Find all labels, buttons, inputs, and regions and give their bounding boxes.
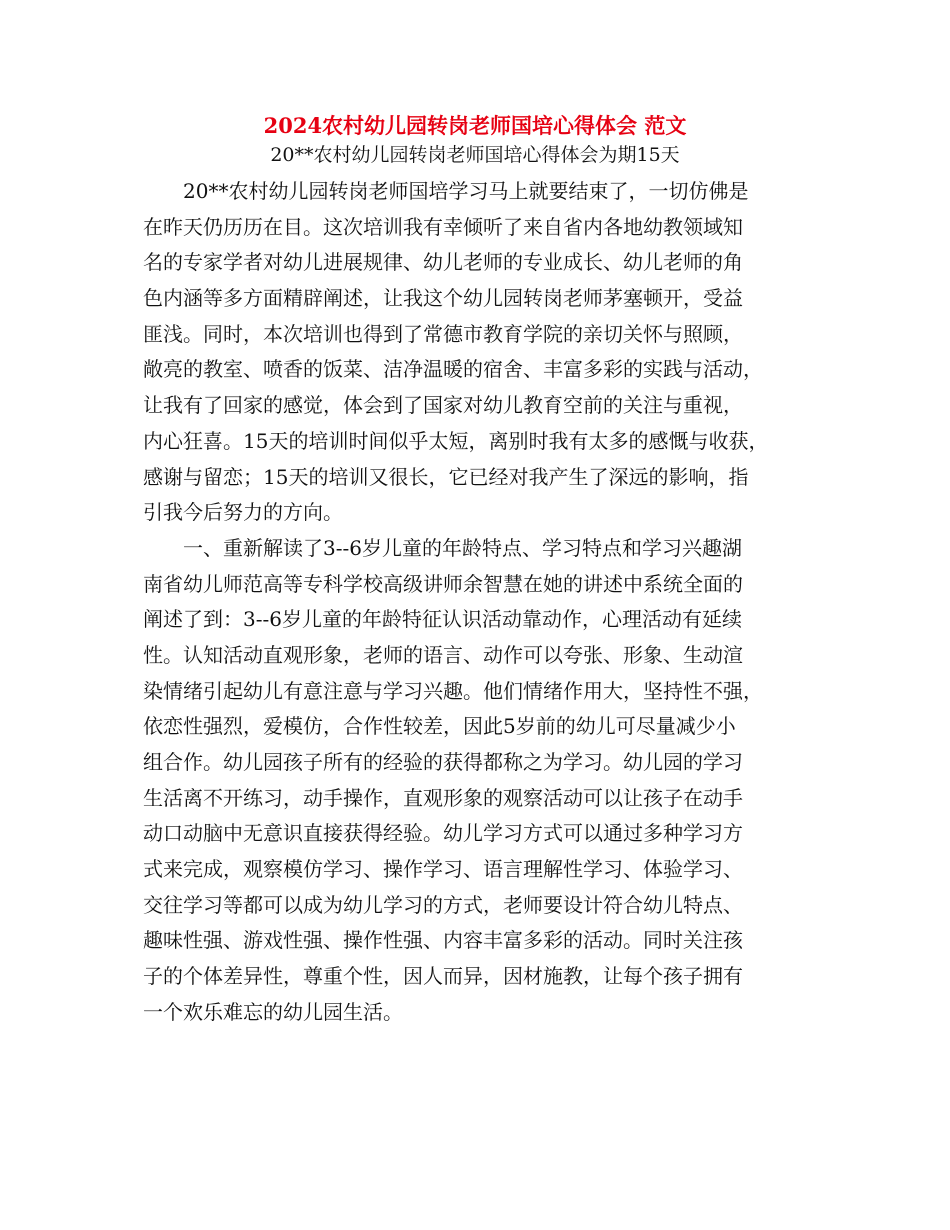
text-line: 性。认知活动直观形象，老师的语言、动作可以夸张、形象、生动渲: [143, 642, 743, 667]
text-line: 式来完成，观察模仿学习、操作学习、语言理解性学习、体验学习、: [143, 857, 743, 882]
text-line: 20**农村幼儿园转岗老师国培学习马上就要结束了，一切仿佛是: [183, 179, 749, 203]
text-line: 一、重新解读了3--6岁儿童的年龄特点、学习特点和学习兴趣湖: [183, 535, 742, 560]
document-body: [143, 174, 815, 1031]
text-line: 趣味性强、游戏性强、操作性强、内容丰富多彩的活动。同时关注孩: [143, 928, 743, 953]
text-line: 敞亮的教室、喷香的饭菜、洁净温暖的宿舍、丰富多彩的实践与活动，: [143, 357, 763, 382]
document-title: 2024农村幼儿园转岗老师国培心得体会 范文: [263, 113, 687, 138]
paragraph-2: [143, 531, 815, 1031]
text-line: 匪浅。同时，本次培训也得到了常德市教育学院的亲切关怀与照顾，: [143, 321, 743, 346]
text-line: 动口动脑中无意识直接获得经验。幼儿学习方式可以通过多种学习方: [143, 821, 743, 846]
text-line: 内心狂喜。15天的培训时间似乎太短，离别时我有太多的感慨与收获，: [143, 428, 769, 453]
text-line: 名的专家学者对幼儿进展规律、幼儿老师的专业成长、幼儿老师的角: [143, 250, 743, 275]
text-line: 在昨天仍历历在目。这次培训我有幸倾听了来自省内各地幼教领域知: [143, 214, 743, 239]
text-line: 色内涵等多方面精辟阐述，让我这个幼儿园转岗老师茅塞顿开，受益: [143, 286, 743, 311]
text-line: 交往学习等都可以成为幼儿学习的方式，老师要设计符合幼儿特点、: [143, 892, 743, 917]
text-line: 感谢与留恋；15天的培训又很长，它已经对我产生了深远的影响，指: [143, 464, 749, 489]
text-line: 一个欢乐难忘的幼儿园生活。: [143, 999, 403, 1024]
text-line: 阐述了到：3--6岁儿童的年龄特征认识活动靠动作，心理活动有延续: [143, 607, 742, 632]
text-line: 依恋性强烈，爱模仿，合作性较差，因此5岁前的幼儿可尽量减少小: [143, 714, 736, 739]
text-line: 生活离不开练习，动手操作，直观形象的观察活动可以让孩子在动手: [143, 785, 743, 810]
text-line: 染情绪引起幼儿有意注意与学习兴趣。他们情绪作用大，坚持性不强，: [143, 678, 763, 703]
paragraph-1: [143, 174, 815, 531]
text-line: 组合作。幼儿园孩子所有的经验的获得都称之为学习。幼儿园的学习: [143, 750, 743, 774]
text-line: 引我今后努力的方向。: [143, 500, 343, 525]
document-subtitle: 20**农村幼儿园转岗老师国培心得体会为期15天: [270, 144, 680, 166]
text-line: 子的个体差异性，尊重个性，因人而异，因材施教，让每个孩子拥有: [143, 964, 743, 989]
text-line: 让我有了回家的感觉，体会到了国家对幼儿教育空前的关注与重视，: [143, 393, 743, 418]
text-line: 南省幼儿师范高等专科学校高级讲师余智慧在她的讲述中系统全面的: [143, 571, 743, 596]
